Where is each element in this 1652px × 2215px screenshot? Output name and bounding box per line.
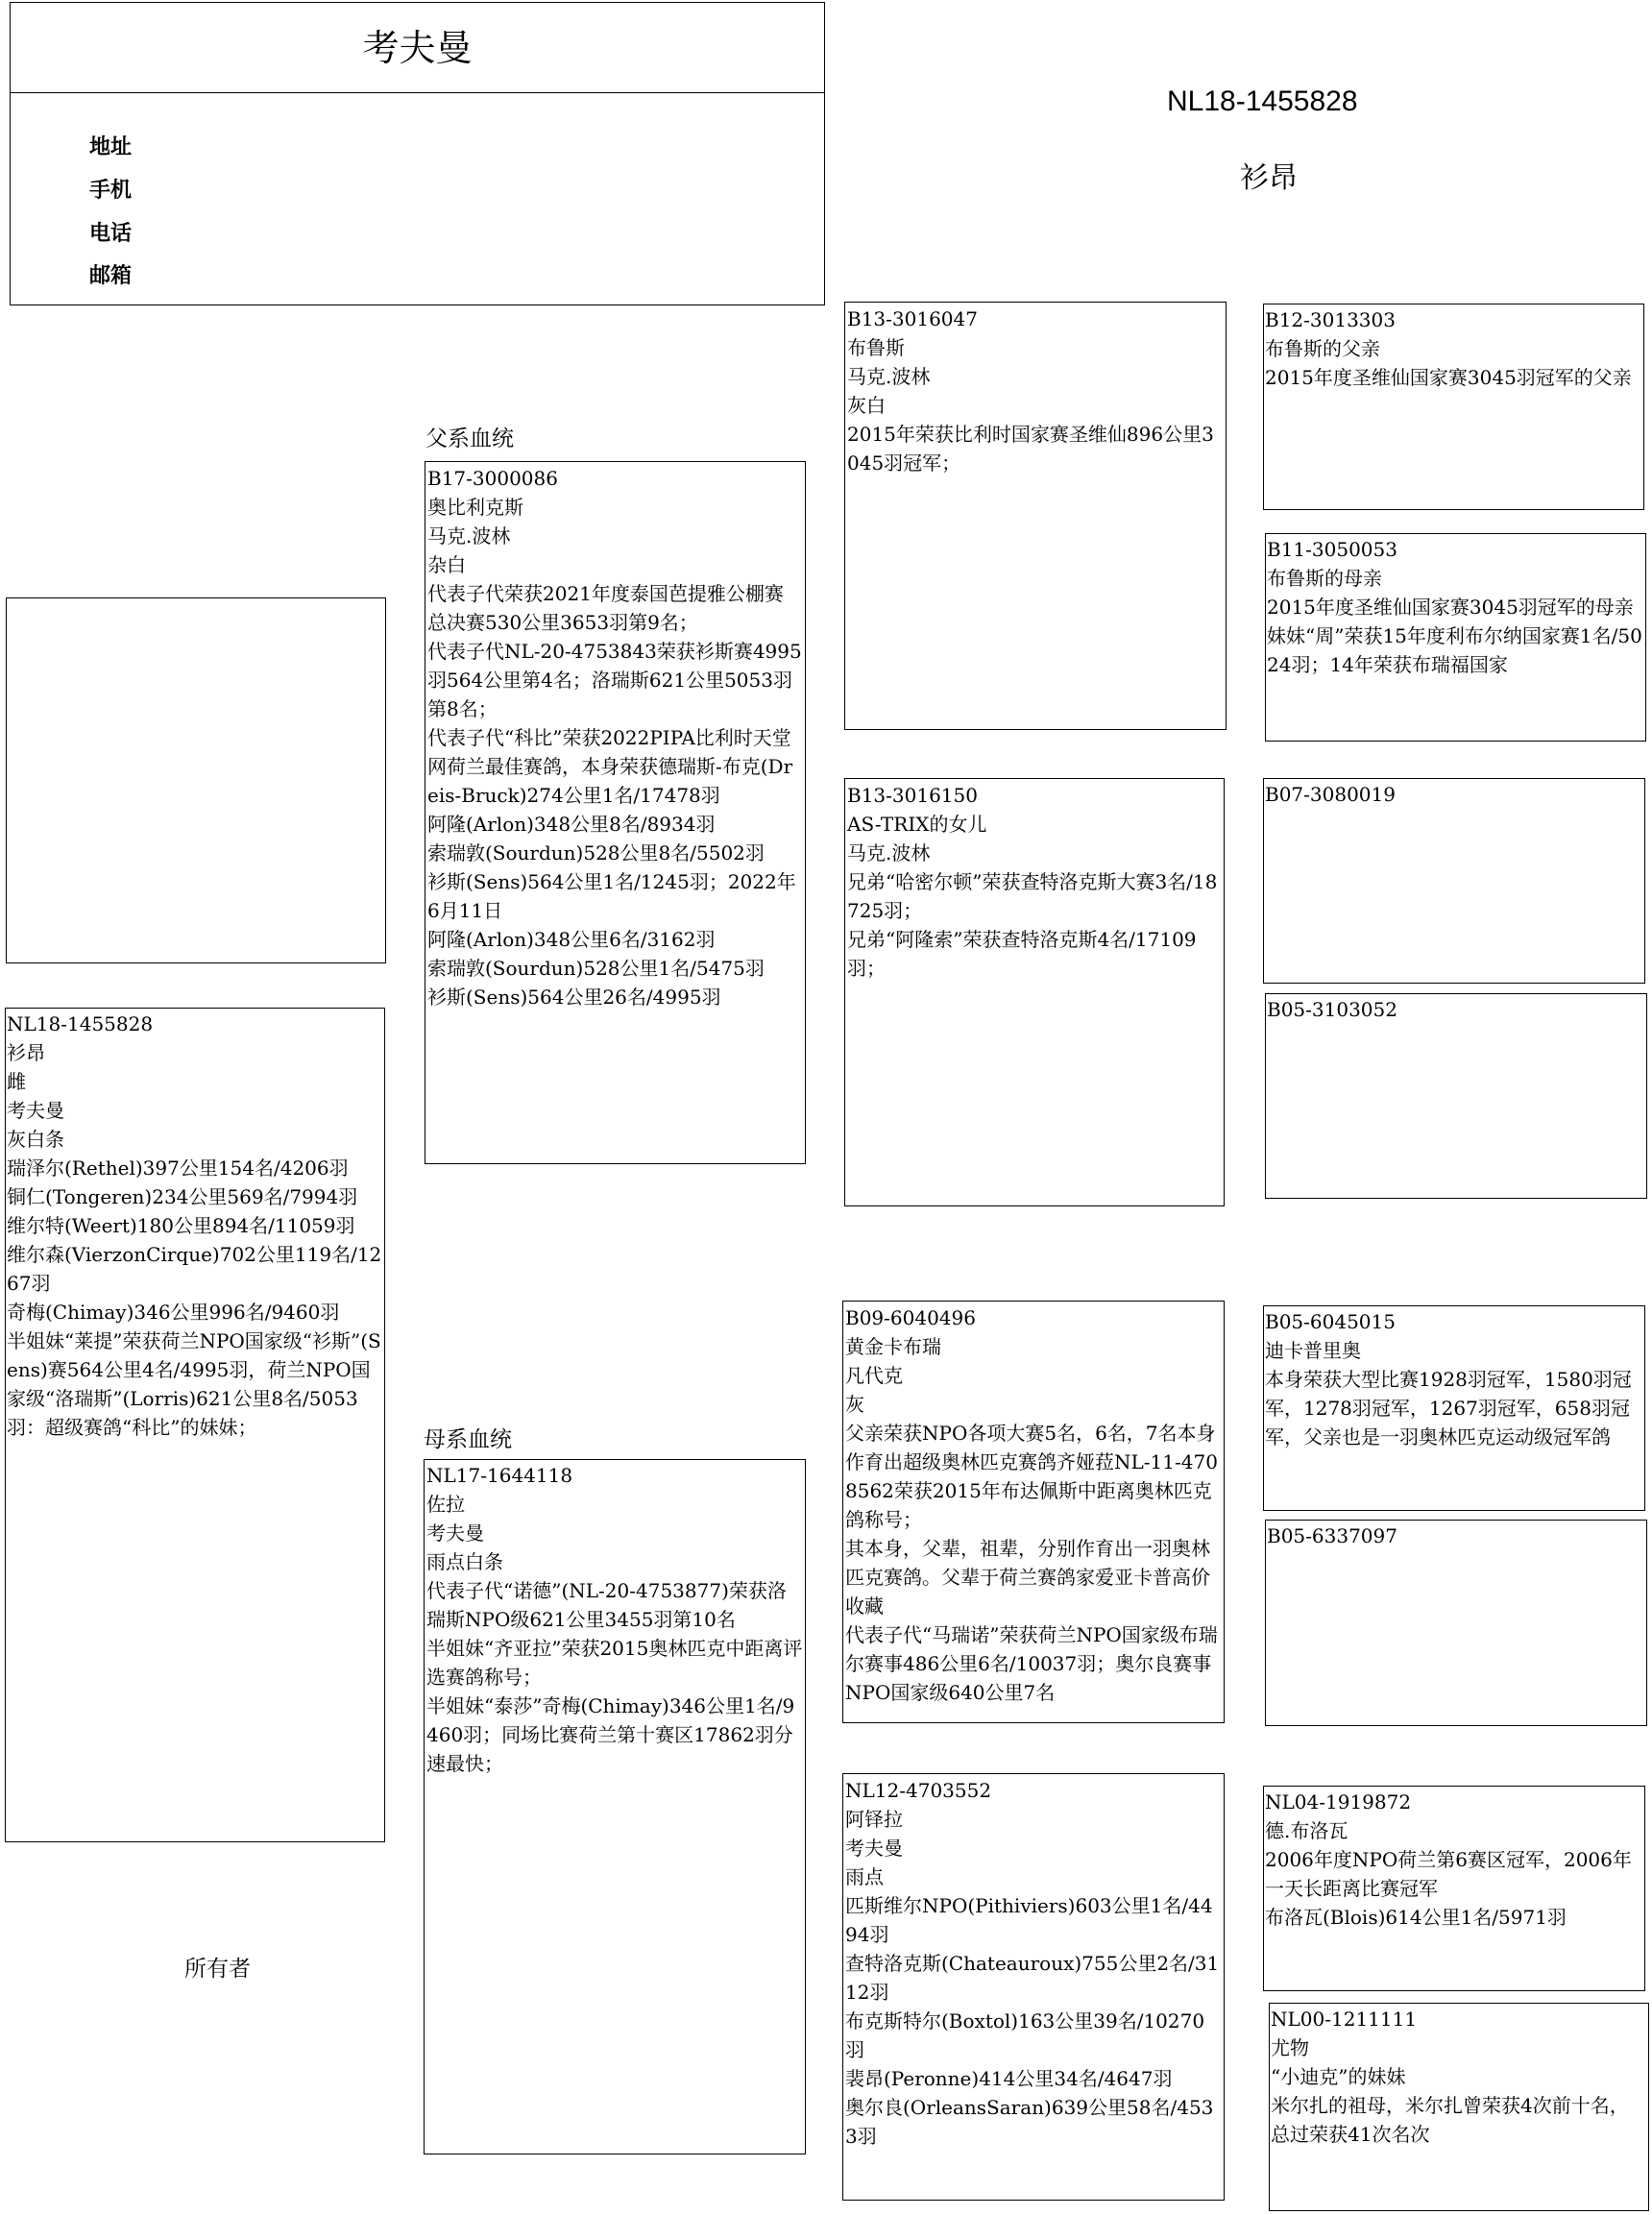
header-bird-name: 衫昂: [1240, 161, 1298, 195]
great-grandsire-sd-text: B07-3080019: [1265, 783, 1396, 806]
contact-address-label: 地址: [89, 135, 133, 159]
great-grandsire-ds-text: B05-6045015 迪卡普里奥 本身荣获大型比赛1928羽冠军，1580羽冠军，1278羽冠军，1267羽冠军，658羽冠军，父亲也是一羽奥林匹克运动级冠军鸽: [1265, 1310, 1632, 1448]
dam-line-label: 母系血统: [424, 1427, 512, 1452]
photo-frame: [6, 597, 386, 963]
owner-card-divider: [11, 92, 824, 93]
great-granddam-dd-text: NL00-1211111 尤物 “小迪克”的妹妹 米尔扎的祖母，米尔扎曾荣获4次前十名，总过荣获41次名次: [1271, 2008, 1629, 2146]
contact-email-label: 邮箱: [89, 264, 133, 288]
great-granddam-ds-text: B05-6337097: [1267, 1524, 1397, 1547]
great-grandsire-ss-text: B12-3013303 布鲁斯的父亲 2015年度圣维仙国家赛3045羽冠军的父亲: [1265, 308, 1632, 389]
granddam-sire-text: B13-3016150 AS-TRIX的女儿 马克.波林 兄弟“哈密尔顿”荣获查特洛克斯大赛3名/18725羽； 兄弟“阿隆索”荣获查特洛克斯4名/17109羽；: [847, 784, 1218, 980]
sire-text: B17-3000086 奥比利克斯 马克.波林 杂白 代表子代荣获2021年度泰国芭提雅公棚赛总决赛530公里3653羽第9名； 代表子代NL-20-4753843荣获衫斯赛4995羽564公里第4名；洛瑞斯621公里5053羽第8名； 代表子代“科比”荣获2022PIPA比利时天堂网荷兰最佳赛鸽，本身荣获德瑞斯-布克(Dreis-Bruck)274公里1名/17478羽 阿隆(Arlon)348公里8名/8934羽 索瑞敦(Sourdun)528公里8名/5502羽 衫斯(Sens)564公里1名/1245羽；2022年6月11日 阿隆(Arlon)348公里6名/3162羽 索瑞敦(Sourdun)528公里1名/5475羽 衫斯(Sens)564公里26名/4995羽: [427, 467, 802, 1009]
great-granddam-sd-text: B05-3103052: [1267, 998, 1397, 1021]
sire-line-label: 父系血统: [425, 426, 514, 451]
granddam-dam-text: NL12-4703552 阿铎拉 考夫曼 雨点 匹斯维尔NPO(Pithiviers)603公里1名/4494羽 查特洛克斯(Chateauroux)755公里2名/3112羽 布克斯特尔(Boxtol)163公里39名/10270羽 裴昂(Peronne)414公里34名/4647羽 奥尔良(OrleansSaran)639公里58名/4533羽: [845, 1779, 1220, 2148]
owner-label: 所有者: [184, 1957, 251, 1982]
great-grandsire-dd-text: NL04-1919872 德.布洛瓦 2006年度NPO荷兰第6赛区冠军，2006年一天长距离比赛冠军 布洛瓦(Blois)614公里1名/5971羽: [1265, 1790, 1632, 1929]
owner-name: 考夫曼: [362, 27, 473, 69]
contact-phone-label: 电话: [89, 222, 133, 246]
owner-card: [10, 2, 825, 305]
header-ring-number: NL18-1455828: [1167, 85, 1358, 117]
dam-text: NL17-1644118 佐拉 考夫曼 雨点白条 代表子代“诺德”(NL-20-4753877)荣获洛瑞斯NPO级621公里3455羽第10名 半姐妹“齐亚拉”荣获2015奥林匹克中距离评选赛鸽称号； 半姐妹“泰莎”奇梅(Chimay)346公里1名/9460羽；同场比赛荷兰第十赛区17862羽分速最快；: [426, 1464, 803, 1775]
grandsire-sire-text: B13-3016047 布鲁斯 马克.波林 灰白 2015年荣获比利时国家赛圣维仙896公里3045羽冠军；: [847, 307, 1214, 475]
contact-mobile-label: 手机: [89, 179, 133, 203]
subject-text: NL18-1455828 衫昂 雌 考夫曼 灰白条 瑞泽尔(Rethel)397公里154名/4206羽 铜仁(Tongeren)234公里569名/7994羽 维尔特(Weert)180公里894名/11059羽 维尔森(VierzonCirque)702公里119名/1267羽 奇梅(Chimay)346公里996名/9460羽 半姐妹“莱提”荣获荷兰NPO国家级“衫斯”(Sens)赛564公里4名/4995羽，荷兰NPO国家级“洛瑞斯”(Lorris)621公里8名/5053羽：超级赛鸽“科比”的妹妹；: [7, 1012, 382, 1439]
grandsire-dam-text: B09-6040496 黄金卡布瑞 凡代克 灰 父亲荣获NPO各项大赛5名，6名，7名本身作育出超级奥林匹克赛鸽齐娅菈NL-11-4708562荣获2015年布达佩斯中距离奥林匹克鸽称号； 其本身，父辈，祖辈，分别作育出一羽奥林匹克赛鸽。父辈于荷兰赛鸽家爱亚卡普高价收藏 代表子代“马瑞诺”荣获荷兰NPO国家级布瑞尔赛事486公里6名/10037羽；奥尔良赛事NPO国家级640公里7名: [845, 1306, 1218, 1704]
great-granddam-ss-text: B11-3050053 布鲁斯的母亲 2015年度圣维仙国家赛3045羽冠军的母亲 妹妹“周”荣获15年度利布尔纳国家赛1名/5024羽；14年荣获布瑞福国家: [1267, 538, 1642, 676]
